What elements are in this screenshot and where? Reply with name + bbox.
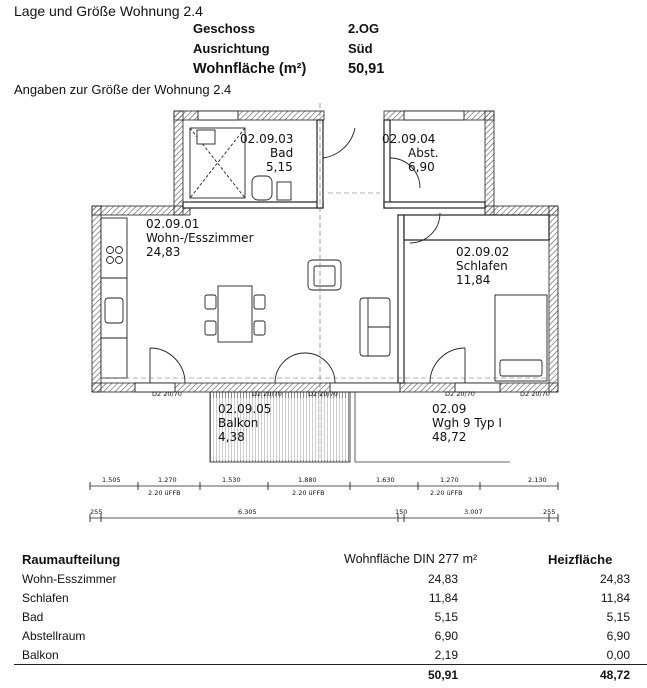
living-area-value: 50,91 bbox=[348, 61, 385, 77]
dim-label: 150 bbox=[395, 508, 408, 516]
room-name-abst: Abst. bbox=[408, 146, 439, 160]
dim-label: 1.270 bbox=[158, 476, 177, 484]
total-heat: 48,72 bbox=[599, 668, 630, 682]
dim-label: 255 bbox=[543, 508, 556, 516]
kitchen-counter bbox=[101, 218, 127, 378]
room-name-bad: Bad bbox=[270, 146, 294, 160]
window-tag: D2 20/70 bbox=[520, 390, 550, 398]
dim-label: 1.880 bbox=[298, 476, 317, 484]
unit-number: 02.09 bbox=[432, 402, 467, 416]
table-row-name: Balkon bbox=[22, 648, 59, 662]
table-header-area: Wohnfläche DIN 277 m² bbox=[344, 552, 478, 566]
window-tag: D2 20/70 bbox=[445, 390, 475, 398]
plan-subtitle: Angaben zur Größe der Wohnung 2.4 bbox=[14, 82, 232, 97]
dimension-row-2 bbox=[90, 508, 558, 522]
room-area-bad: 5,15 bbox=[266, 160, 293, 174]
dim-label: 1.530 bbox=[222, 476, 241, 484]
dim-label: 2.130 bbox=[528, 476, 547, 484]
unit-type: Wgh 9 Typ I bbox=[432, 416, 502, 430]
table-header-heat: Heizfläche bbox=[548, 552, 613, 567]
room-number-schlafen: 02.09.02 bbox=[456, 245, 510, 259]
room-area-schlafen: 11,84 bbox=[456, 273, 491, 287]
dim-label: 3.007 bbox=[464, 508, 483, 516]
dim-label: 1.630 bbox=[376, 476, 395, 484]
table-row-area: 11,84 bbox=[428, 591, 458, 605]
dim-sub-label: 2.20 üFFB bbox=[292, 489, 325, 497]
dim-sub-label: 2.20 üFFB bbox=[430, 489, 463, 497]
orientation-label: Ausrichtung bbox=[193, 41, 270, 56]
room-number-bad: 02.09.03 bbox=[240, 132, 294, 146]
table-row-name: Abstellraum bbox=[22, 629, 86, 643]
dim-label: 6.305 bbox=[238, 508, 257, 516]
room-number-balkon: 02.09.05 bbox=[218, 402, 272, 416]
living-area-label: Wohnfläche (m²) bbox=[193, 61, 307, 77]
table-row-area: 6,90 bbox=[434, 629, 458, 643]
table-row-heat: 11,84 bbox=[600, 591, 630, 605]
table-row-heat: 24,83 bbox=[599, 572, 630, 586]
dim-sub-label: 2.20 üFFB bbox=[148, 489, 181, 497]
table-row-name: Bad bbox=[22, 610, 44, 624]
room-name-schlafen: Schlafen bbox=[456, 259, 508, 273]
totals-divider bbox=[14, 664, 647, 665]
window-tag: D2 20/70 bbox=[252, 390, 282, 398]
dim-label: 255 bbox=[90, 508, 103, 516]
dim-label: 1.505 bbox=[102, 476, 121, 484]
table-row-heat: 6,90 bbox=[606, 629, 630, 643]
document-title: Lage und Größe Wohnung 2.4 bbox=[14, 3, 203, 19]
room-number-wohn: 02.09.01 bbox=[146, 217, 200, 231]
window-tag: D2 20/70 bbox=[152, 390, 182, 398]
table-row-area: 5,15 bbox=[434, 610, 458, 624]
dining-furniture bbox=[205, 260, 390, 356]
unit-area: 48,72 bbox=[432, 430, 467, 444]
table-row-name: Schlafen bbox=[22, 591, 69, 605]
table-header-room: Raumaufteilung bbox=[22, 552, 121, 567]
room-area-abst: 6,90 bbox=[408, 160, 435, 174]
floor-plan bbox=[80, 98, 570, 528]
room-name-wohn: Wohn-/Esszimmer bbox=[146, 231, 254, 245]
table-row-area: 24,83 bbox=[427, 572, 458, 586]
floor-value: 2.OG bbox=[348, 21, 380, 36]
table-row-heat: 0,00 bbox=[606, 648, 630, 662]
room-area-wohn: 24,83 bbox=[146, 245, 181, 259]
dimension-row-1 bbox=[90, 476, 558, 497]
table-row-heat: 5,15 bbox=[606, 610, 630, 624]
total-area: 50,91 bbox=[427, 668, 458, 682]
room-number-abst: 02.09.04 bbox=[382, 132, 436, 146]
room-name-balkon: Balkon bbox=[218, 416, 259, 430]
floor-label: Geschoss bbox=[193, 21, 256, 36]
bed bbox=[495, 295, 547, 381]
table-row-name: Wohn-Esszimmer bbox=[22, 572, 117, 586]
room-area-balkon: 4,38 bbox=[218, 430, 245, 444]
window-tag: D2 20/70 bbox=[308, 390, 338, 398]
table-row-area: 2,19 bbox=[434, 648, 458, 662]
orientation-value: Süd bbox=[348, 41, 373, 56]
dim-label: 1.270 bbox=[440, 476, 459, 484]
